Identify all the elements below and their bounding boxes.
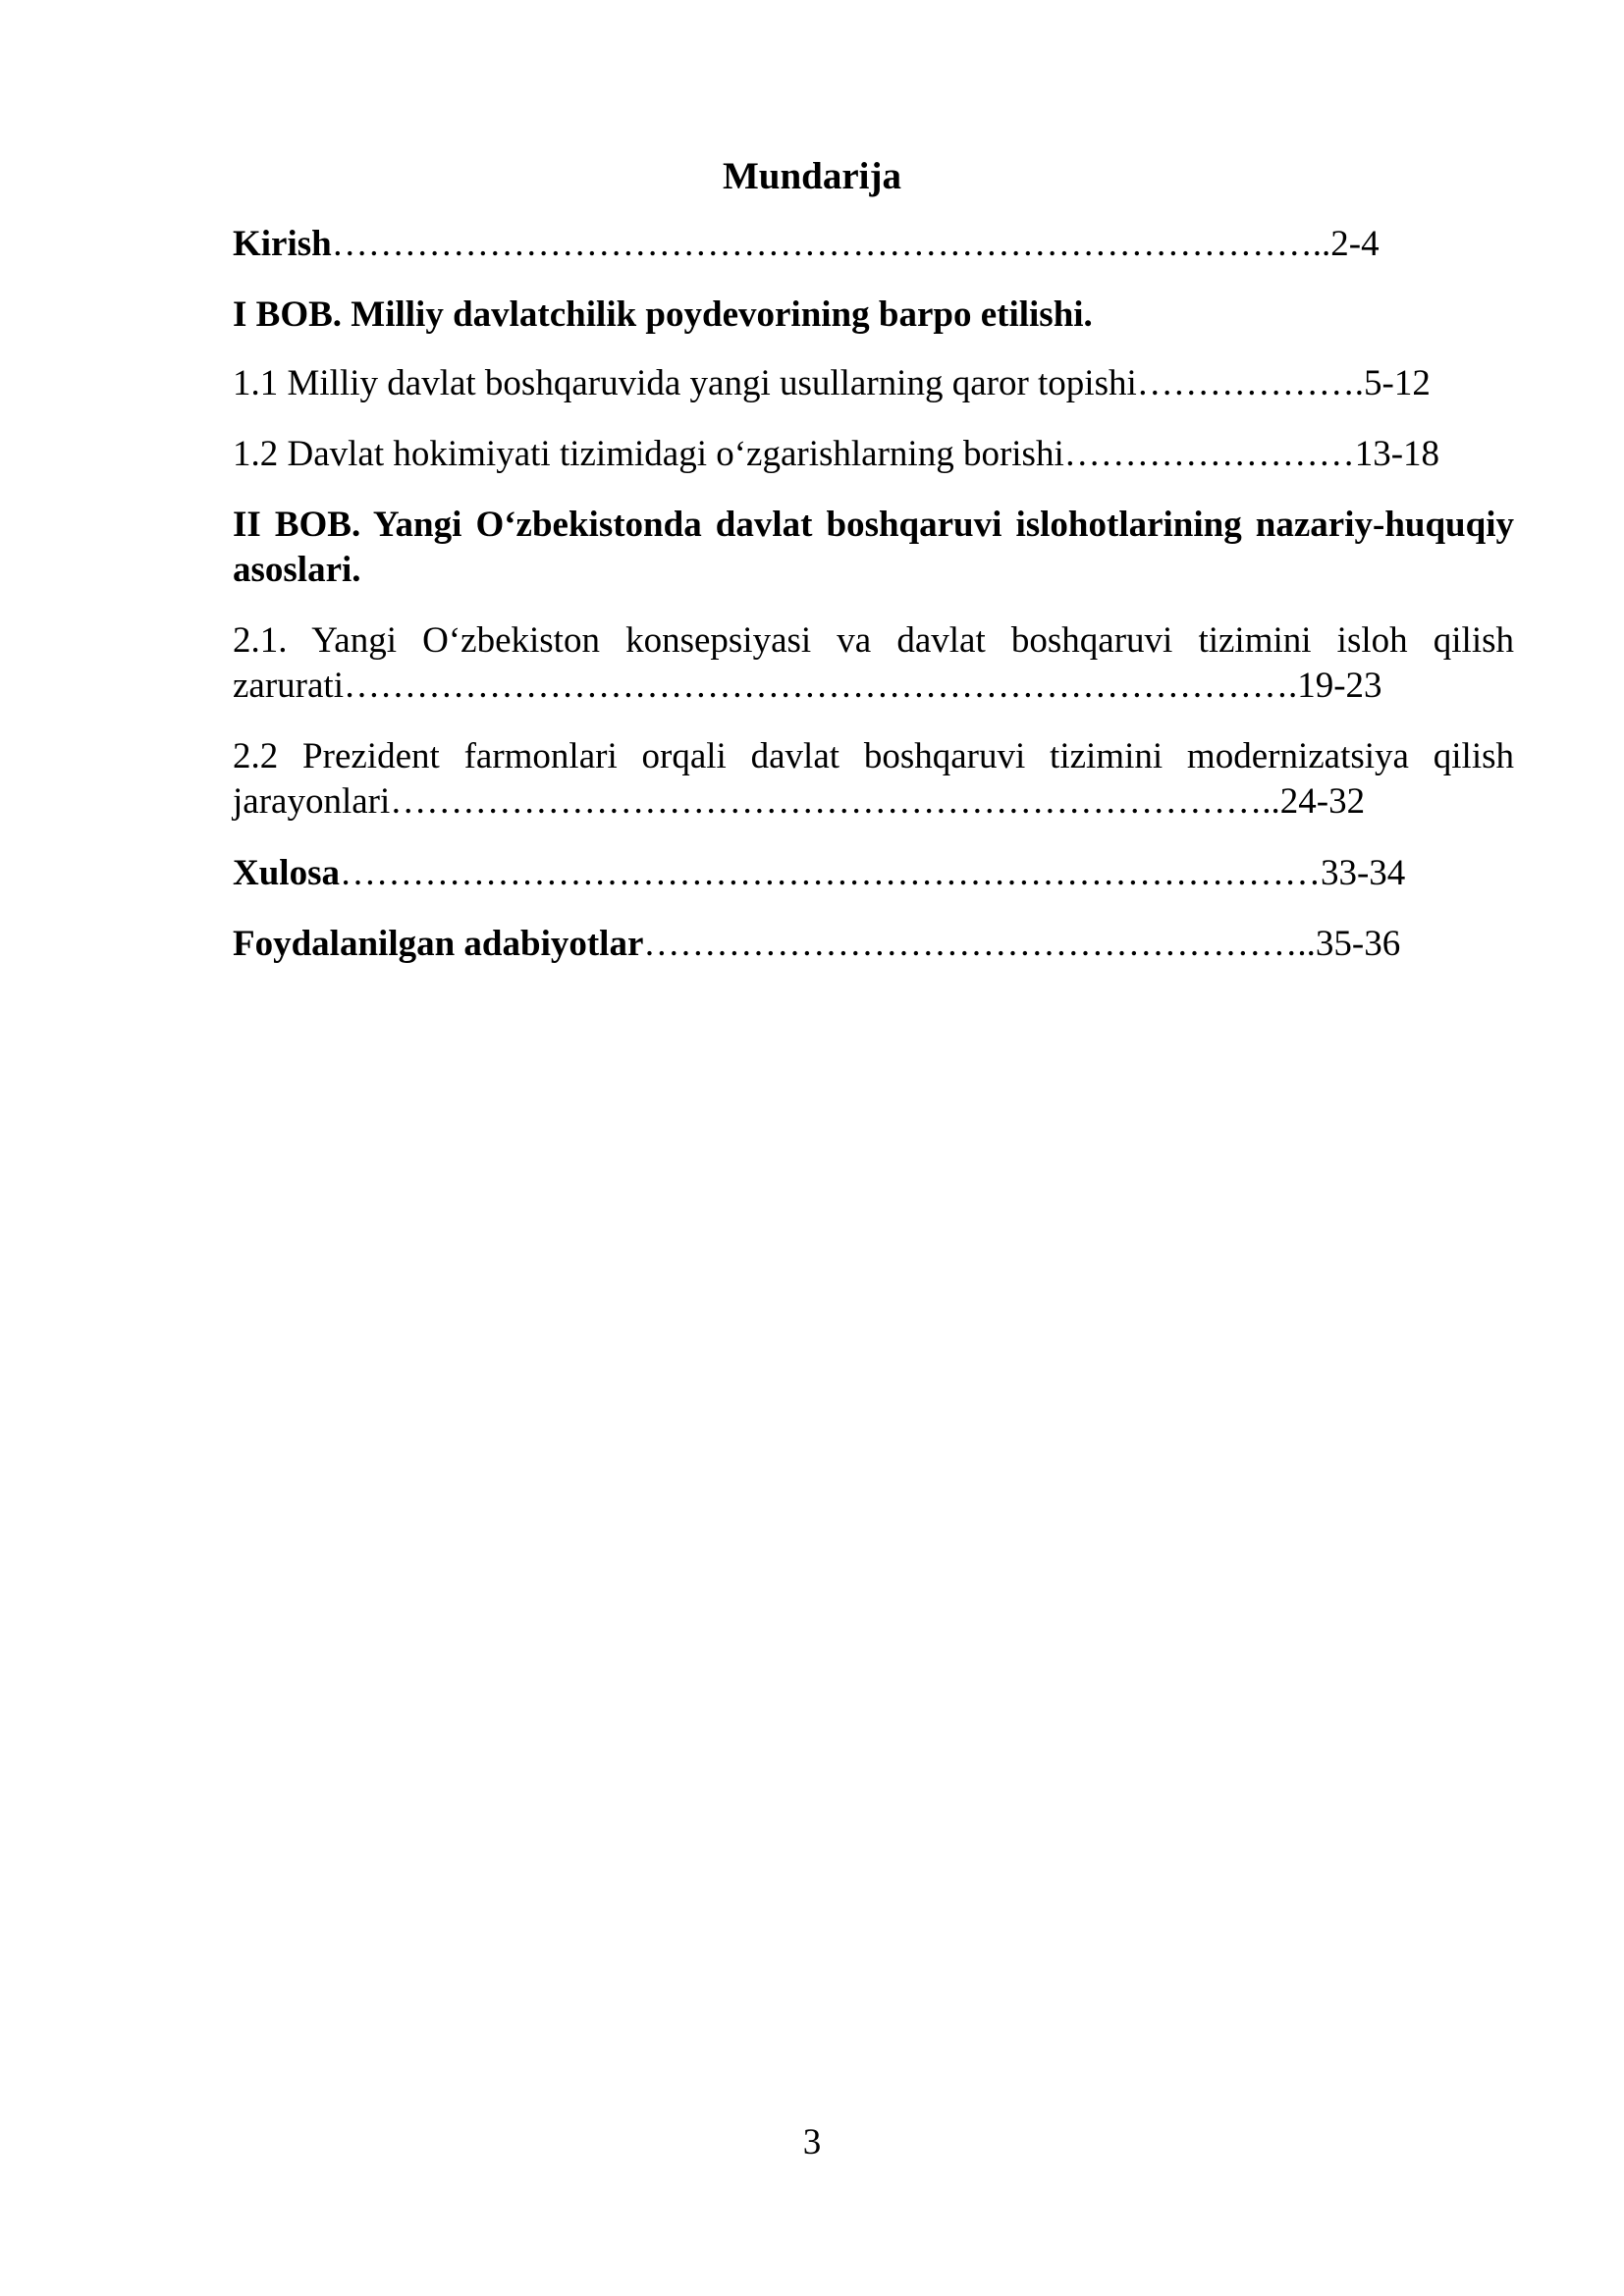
toc-chapter-2-heading: II BOB. Yangi Oʻzbekistonda davlat boshqaruvi islohotlarining nazariy-huquqiy asoslari. [233, 505, 1514, 590]
toc-page-range: 19-23 [1297, 666, 1382, 706]
toc-entry-adabiyotlar [233, 922, 1514, 967]
toc-dot-leader: ……………………………………………………………………. [343, 666, 1298, 706]
toc-entry-kirish [233, 222, 1514, 267]
toc-entry-label: 2.2 Prezident farmonlari orqali davlat boshqaruvi tizimini modernizatsiya qilish jarayonlari [233, 736, 1514, 822]
toc-dot-leader: ……………………………………………………………………… [339, 853, 1321, 893]
toc-entry-label: Foydalanilgan adabiyotlar [233, 924, 644, 964]
toc-page-range: 5-12 [1364, 363, 1431, 403]
toc-entry-label: 2.1. Yangi Oʻzbekiston konsepsiyasi va davlat boshqaruvi tizimini isloh qilish zarurati [233, 620, 1514, 706]
toc-page-range: 24-32 [1279, 781, 1366, 822]
toc-page-range: 13-18 [1354, 434, 1440, 474]
toc-entry-2-1 [233, 618, 1514, 709]
toc-dot-leader: ……………………………………………………………………….. [331, 224, 1331, 264]
toc-entry-label: 1.2 Davlat hokimiyati tizimidagi oʻzgarishlarning borishi [233, 434, 1064, 474]
toc-entry-label: Kirish [233, 224, 332, 264]
toc-entry-1-1 [233, 361, 1514, 406]
toc-entry-1-2 [233, 432, 1514, 477]
toc-entry-label: Xulosa [233, 853, 340, 893]
toc-page-range: 33-34 [1320, 853, 1406, 893]
page-number: 3 [802, 2122, 822, 2163]
toc-chapter-1-heading: I BOB. Milliy davlatchilik poydevorining barpo etilishi. [233, 294, 1093, 335]
toc-dot-leader: ……………………………………………………………….. [390, 781, 1280, 822]
toc-dot-leader: ………………. [1136, 363, 1365, 403]
toc-entry-2-2 [233, 734, 1514, 825]
toc-entry-label: 1.1 Milliy davlat boshqaruvida yangi usullarning qaror topishi [233, 363, 1137, 403]
toc-page-range: 2-4 [1330, 224, 1380, 264]
toc-dot-leader: ……………………………………………….. [643, 924, 1316, 964]
toc-entry-xulosa [233, 851, 1514, 896]
toc-page-range: 35-36 [1315, 924, 1401, 964]
toc-title: Mundarija [722, 155, 901, 197]
toc-dot-leader: …………………… [1063, 434, 1355, 474]
